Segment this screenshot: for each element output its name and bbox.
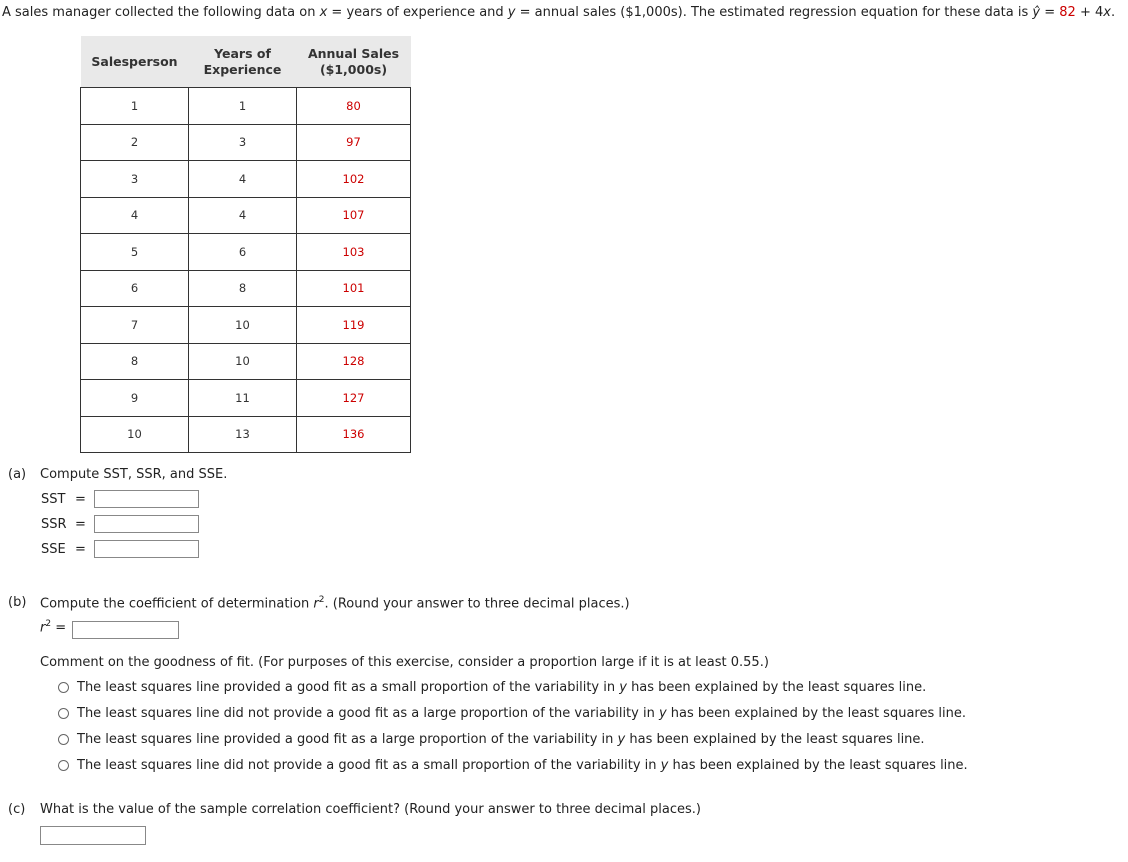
header-text: Salesperson — [91, 53, 178, 69]
option-1-label[interactable] — [77, 680, 926, 695]
part-a-marker: (a) — [8, 467, 27, 482]
cell-salesperson: 8 — [81, 343, 189, 380]
correlation-input[interactable] — [40, 826, 146, 845]
y-variable: y — [617, 732, 626, 747]
cell-sales: 102 — [297, 161, 411, 198]
option-text: has been explained by the least squares line. — [626, 680, 927, 695]
intro-text: + 4 — [1075, 5, 1104, 20]
header-text: Annual Sales — [307, 45, 400, 61]
part-b-prompt — [40, 595, 630, 611]
sst-equals: = — [75, 492, 86, 507]
cell-salesperson: 9 — [81, 380, 189, 417]
cell-years: 10 — [189, 307, 297, 344]
cell-sales: 119 — [297, 307, 411, 344]
cell-salesperson: 5 — [81, 234, 189, 271]
table-row — [81, 88, 411, 125]
option-text: has been explained by the least squares line. — [625, 732, 925, 747]
cell-sales: 136 — [297, 416, 411, 453]
part-a-prompt: Compute SST, SSR, and SSE. — [40, 467, 228, 482]
part-b-marker: (b) — [8, 595, 27, 610]
cell-salesperson: 7 — [81, 307, 189, 344]
sse-label: SSE — [41, 542, 66, 557]
part-c-marker: (c) — [8, 802, 26, 817]
cell-sales: 107 — [297, 197, 411, 234]
table-row — [81, 343, 411, 380]
header-annual-sales — [297, 36, 411, 88]
y-variable: y — [507, 5, 516, 20]
prompt-text: Compute the coefficient of determination — [40, 596, 314, 612]
intro-text: = annual sales ($1,000s). The estimated regression equation for these data is — [515, 5, 1033, 20]
cell-salesperson: 6 — [81, 270, 189, 307]
header-text: Years of — [214, 45, 271, 61]
r-symbol: r — [313, 596, 319, 612]
option-2-label[interactable] — [77, 706, 966, 721]
table-row — [81, 416, 411, 453]
table-header-row — [81, 36, 411, 88]
cell-years: 4 — [189, 197, 297, 234]
cell-sales: 101 — [297, 270, 411, 307]
option-3-radio[interactable] — [58, 734, 69, 745]
header-years-experience — [189, 36, 297, 88]
table-row — [81, 234, 411, 271]
cell-salesperson: 2 — [81, 124, 189, 161]
option-text: has been explained by the least squares line. — [666, 706, 966, 721]
option-4-radio[interactable] — [58, 760, 69, 771]
header-text: ($1,000s) — [319, 61, 388, 77]
intro-text: = years of experience and — [327, 5, 508, 20]
sst-input[interactable] — [94, 490, 199, 508]
header-text: Experience — [203, 61, 282, 77]
option-text: The least squares line provided a good fit as a small proportion of the variability in — [77, 680, 620, 695]
option-text: has been explained by the least squares line. — [668, 758, 968, 773]
cell-sales: 128 — [297, 343, 411, 380]
table-row — [81, 307, 411, 344]
r-symbol: r — [40, 620, 46, 636]
sse-input[interactable] — [94, 540, 199, 558]
problem-statement — [2, 5, 1115, 20]
intro-text: A sales manager collected the following data on — [2, 5, 320, 20]
intro-text: . — [1110, 5, 1116, 20]
ssr-label: SSR — [41, 517, 67, 532]
table-row — [81, 197, 411, 234]
option-text: The least squares line provided a good fit as a large proportion of the variability in — [77, 732, 618, 747]
y-variable: y — [619, 680, 627, 695]
cell-salesperson: 1 — [81, 88, 189, 125]
option-text: The least squares line did not provide a good fit as a small proportion of the variability in — [77, 758, 661, 773]
cell-sales: 80 — [297, 88, 411, 125]
superscript: 2 — [318, 595, 325, 605]
cell-years: 6 — [189, 234, 297, 271]
cell-years: 10 — [189, 343, 297, 380]
y-hat-symbol: ŷ — [1032, 5, 1041, 20]
option-3-label[interactable] — [77, 732, 925, 747]
option-2-radio[interactable] — [58, 708, 69, 719]
r-squared-input[interactable] — [72, 621, 179, 639]
r-squared-label — [40, 619, 66, 635]
sst-label: SST — [41, 492, 66, 507]
cell-salesperson: 4 — [81, 197, 189, 234]
cell-salesperson: 10 — [81, 416, 189, 453]
option-text: The least squares line did not provide a good fit as a large proportion of the variability in — [77, 706, 659, 721]
y-variable: y — [658, 706, 667, 721]
cell-sales: 97 — [297, 124, 411, 161]
cell-years: 1 — [189, 88, 297, 125]
cell-years: 4 — [189, 161, 297, 198]
ssr-input[interactable] — [94, 515, 199, 533]
option-1-radio[interactable] — [58, 682, 69, 693]
table-row — [81, 124, 411, 161]
table-row — [81, 270, 411, 307]
cell-years: 8 — [189, 270, 297, 307]
cell-sales: 103 — [297, 234, 411, 271]
option-4-label[interactable] — [77, 758, 968, 773]
cell-sales: 127 — [297, 380, 411, 417]
table-row — [81, 380, 411, 417]
ssr-equals: = — [75, 517, 86, 532]
cell-years: 13 — [189, 416, 297, 453]
x-variable: x — [1103, 5, 1111, 20]
goodness-of-fit-prompt: Comment on the goodness of fit. (For purposes of this exercise, consider a proportion large if it is at least 0.55.) — [40, 655, 769, 670]
cell-salesperson: 3 — [81, 161, 189, 198]
x-variable: x — [319, 5, 328, 20]
table-row — [81, 161, 411, 198]
data-table — [80, 36, 411, 453]
part-c-prompt: What is the value of the sample correlation coefficient? (Round your answer to three decimal places.) — [40, 802, 701, 817]
superscript: 2 — [45, 619, 52, 629]
y-variable: y — [660, 758, 669, 773]
sse-equals: = — [75, 542, 86, 557]
intro-text: = — [1040, 5, 1060, 20]
equals-sign: = — [55, 620, 67, 636]
intercept-value: 82 — [1059, 5, 1076, 20]
cell-years: 11 — [189, 380, 297, 417]
header-salesperson — [81, 36, 189, 88]
cell-years: 3 — [189, 124, 297, 161]
prompt-text: . (Round your answer to three decimal places.) — [324, 596, 630, 612]
